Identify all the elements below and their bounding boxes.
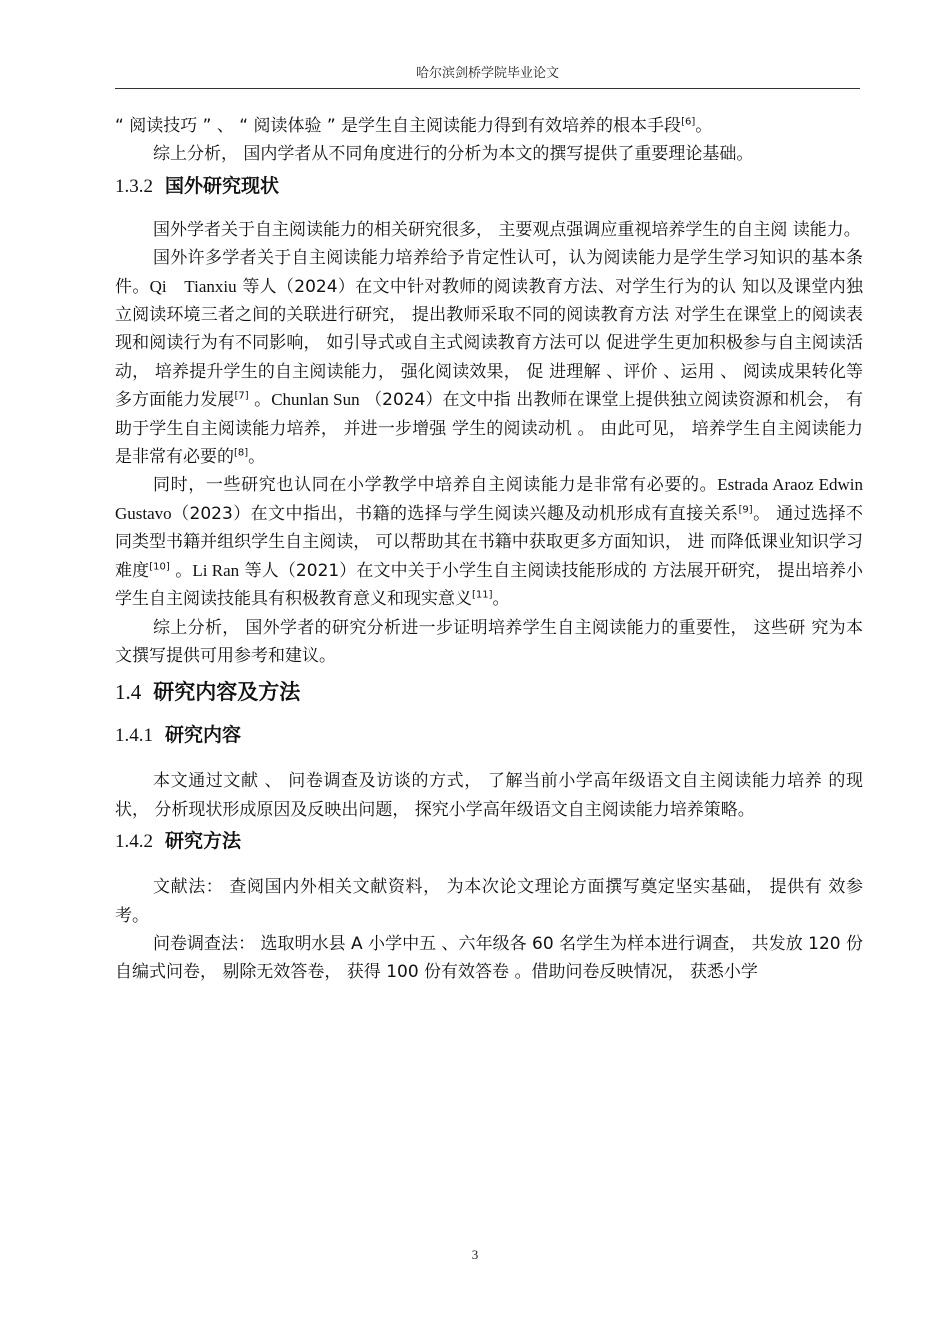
paragraph-6: 综上分析， 国外学者的研究分析进一步证明培养学生自主阅读能力的重要性， 这些研 究为本文撰写提供可用参考和建议。 — [115, 617, 863, 666]
citation: [8] — [234, 447, 249, 459]
section-number: 1.4.2 — [115, 831, 153, 853]
section-title: 研究方法 — [165, 830, 242, 853]
author-name: Li Ran — [192, 560, 240, 580]
header-divider — [115, 88, 860, 89]
page-header: 哈尔滨剑桥学院毕业论文 — [415, 66, 559, 81]
section-number: 1.4.1 — [115, 725, 153, 747]
paragraph-8: 文献法： 查阅国内外相关文献资料， 为本次论文理论方面撰写奠定坚实基础， 提供有 效参考。 — [115, 877, 863, 926]
section-number: 1.3.2 — [115, 175, 153, 197]
paragraph-3: 国外学者关于自主阅读能力的相关研究很多， 主要观点强调应重视培养学生的自主阅 读能力。 — [153, 219, 861, 240]
section-title: 研究内容 — [165, 724, 242, 747]
paragraph-1: “ 阅读技巧 ” 、 “ 阅读体验 ” 是学生自主阅读能力得到有效培养的根本手段[6]。 — [115, 116, 713, 136]
page-body — [115, 112, 863, 987]
citation: [6] — [681, 116, 696, 128]
section-heading-1-4-2 — [115, 826, 863, 857]
paragraph-5: 同时，一些研究也认同在小学教学中培养自主阅读能力是非常有必要的。Estrada Araoz Edwin Gustavo（2023）在文中指出，书籍的选择与学生阅读兴趣及动机形成有直接关系[9]。 通过选择不同类型书籍并组织学生自主阅读， 可以帮助其在书籍中获取更多方面知识， 进 而降低课业知识学习难度[10] 。Li Ran 等人（2021）在文中关于小学生自主阅读技能形成的 方法展开研究， 提出培养小学生自主阅读技能具有积极教育意义和现实意义[11]。 — [115, 475, 864, 610]
citation: [10] — [149, 561, 170, 573]
author-name: Chunlan Sun — [271, 390, 360, 410]
paragraph-9: 问卷调查法： 选取明水县 A 小学中五 、六年级各 60 名学生为样本进行调查， 共发放 120 份自编式问卷， 剔除无效答卷， 获得 100 份有效答卷 。借助问卷反映情况， 获悉小学 — [115, 933, 863, 983]
paragraph-7: 本文通过文献 、 问卷调查及访谈的方式， 了解当前小学高年级语文自主阅读能力培养 的现状， 分析现状形成原因及反映出问题， 探究小学高年级语文自主阅读能力培养策略。 — [115, 771, 863, 820]
section-number: 1.4 — [115, 680, 142, 705]
author-name: Estrada Araoz Edwin Gustavo — [115, 475, 863, 523]
paragraph-4: 国外许多学者关于自主阅读能力培养给予肯定性认可，认为阅读能力是学生学习知识的基本条件。Qi Tianxiu 等人（2024）在文中针对教师的阅读教育方法、对学生行为的认 知以及课堂内独立阅读环境三者之间的关联进行研究， 提出教师采取不同的阅读教育方法 对学生在课堂上的阅读表现和阅读行为有不同影响， 如引导式或自主式阅读教育方法可以 促进学生更加积极参与自主阅读活动， 培养提升学生的自主阅读能力， 强化阅读效果， 促 进理解 、评价 、运用 、 阅读成果转化等多方面能力发展[7] 。Chunlan Sun （2024）在文中指 出教师在课堂上提供独立阅读资源和机会， 有助于学生自主阅读能力培养， 并进一步增强 学生的阅读动机 。 由此可见， 培养学生自主阅读能力是非常有必要的[8]。 — [115, 248, 864, 468]
section-heading-1-4-1 — [115, 720, 863, 751]
section-heading-1-3-2 — [115, 171, 863, 202]
author-name: Qi Tianxiu — [149, 276, 237, 296]
section-heading-1-4 — [115, 676, 863, 708]
section-title: 国外研究现状 — [165, 174, 280, 197]
section-title: 研究内容及方法 — [153, 680, 301, 705]
page-number: 3 — [471, 1247, 479, 1262]
citation: [7] — [234, 390, 249, 402]
paragraph-2: 综上分析， 国内学者从不同角度进行的分析为本文的撰写提供了重要理论基础。 — [153, 144, 754, 165]
citation: [11] — [472, 589, 493, 601]
citation: [9] — [738, 504, 753, 516]
